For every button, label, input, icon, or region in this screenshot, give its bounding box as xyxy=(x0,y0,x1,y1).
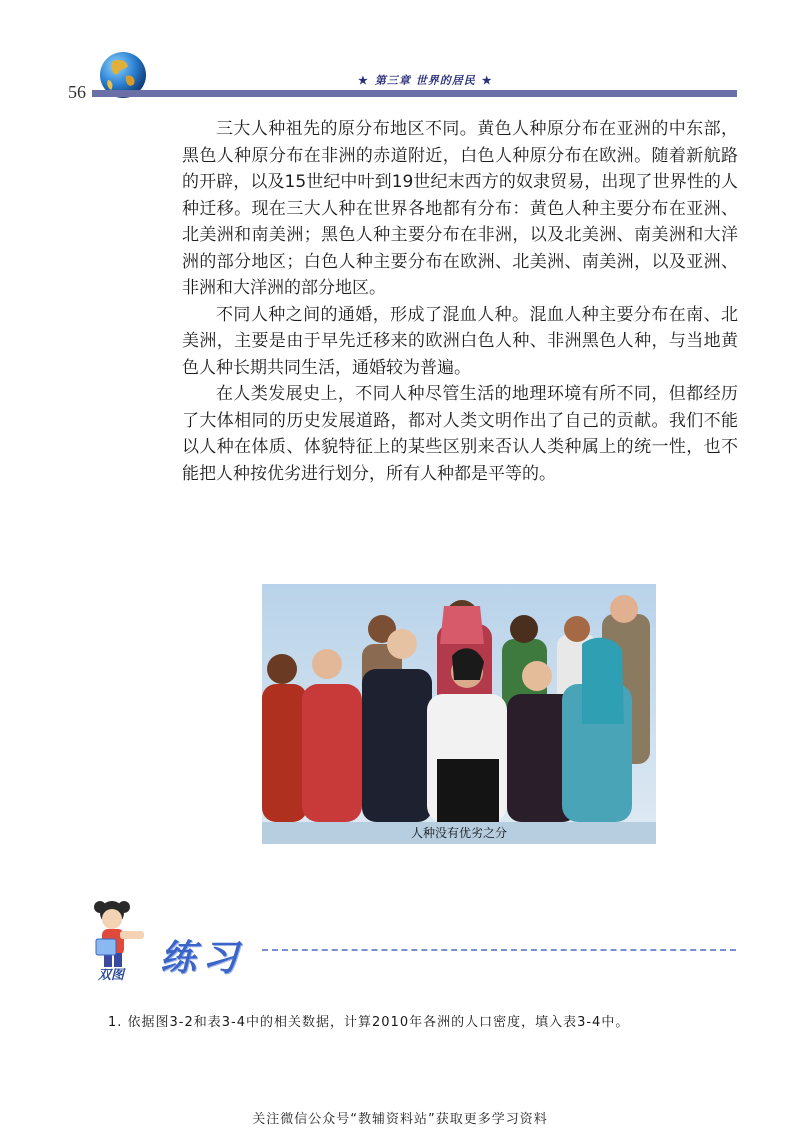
paragraph-3: 在人类发展史上，不同人种尽管生活的地理环境有所不同，但都经历了大体相同的历史发展道路，都对人类文明作出了自己的贡献。我们不能以人种在体质、体貌特征上的某些区别来否认人类种属上的统一性，也不能把人种按优劣进行划分，所有人种都是平等的。 xyxy=(182,384,738,484)
star-icon: ★ xyxy=(358,74,369,87)
dashed-divider xyxy=(262,949,736,951)
paragraph-1: 三大人种祖先的原分布地区不同。黄色人种原分布在亚洲的中东部，黑色人种原分布在非洲的赤道附近，白色人种原分布在欧洲。随着新航路的开辟，以及15世纪中叶到19世纪末西方的奴隶贸易，出现了世界性的人种迁移。现在三大人种在世界各地都有分布：黄色人种主要分布在亚洲、北美洲和南美洲；黑色人种主要分布在非洲，以及北美洲、南美洲和大洋洲的部分地区；白色人种主要分布在欧洲、北美洲、南美洲，以及亚洲、非洲和大洋洲的部分地区。 xyxy=(182,119,738,298)
exercise-label: 双图 xyxy=(98,968,125,983)
chapter-title xyxy=(352,72,552,88)
page-number: 56 xyxy=(68,82,86,102)
exercise-question: 1. 依据图3-2和表3-4中的相关数据，计算2010年各洲的人口密度，填入表3-4中。 xyxy=(108,1015,630,1030)
exercise-title: 练习 xyxy=(160,937,245,979)
footer-note: 关注微信公众号“教辅资料站”获取更多学习资料 xyxy=(252,1112,548,1127)
header-bar xyxy=(92,90,737,97)
chapter-title-text: 第三章 世界的居民 xyxy=(374,74,476,87)
body-text xyxy=(182,116,738,487)
star-icon: ★ xyxy=(481,74,493,87)
paragraph-2: 不同人种之间的通婚，形成了混血人种。混血人种主要分布在南、北美洲，主要是由于早先迁移来的欧洲白色人种、非洲黑色人种，与当地黄色人种长期共同生活，通婚较为普遍。 xyxy=(182,304,738,378)
figure-caption: 人种没有优劣之分 xyxy=(262,822,656,844)
group-photo xyxy=(262,584,656,844)
